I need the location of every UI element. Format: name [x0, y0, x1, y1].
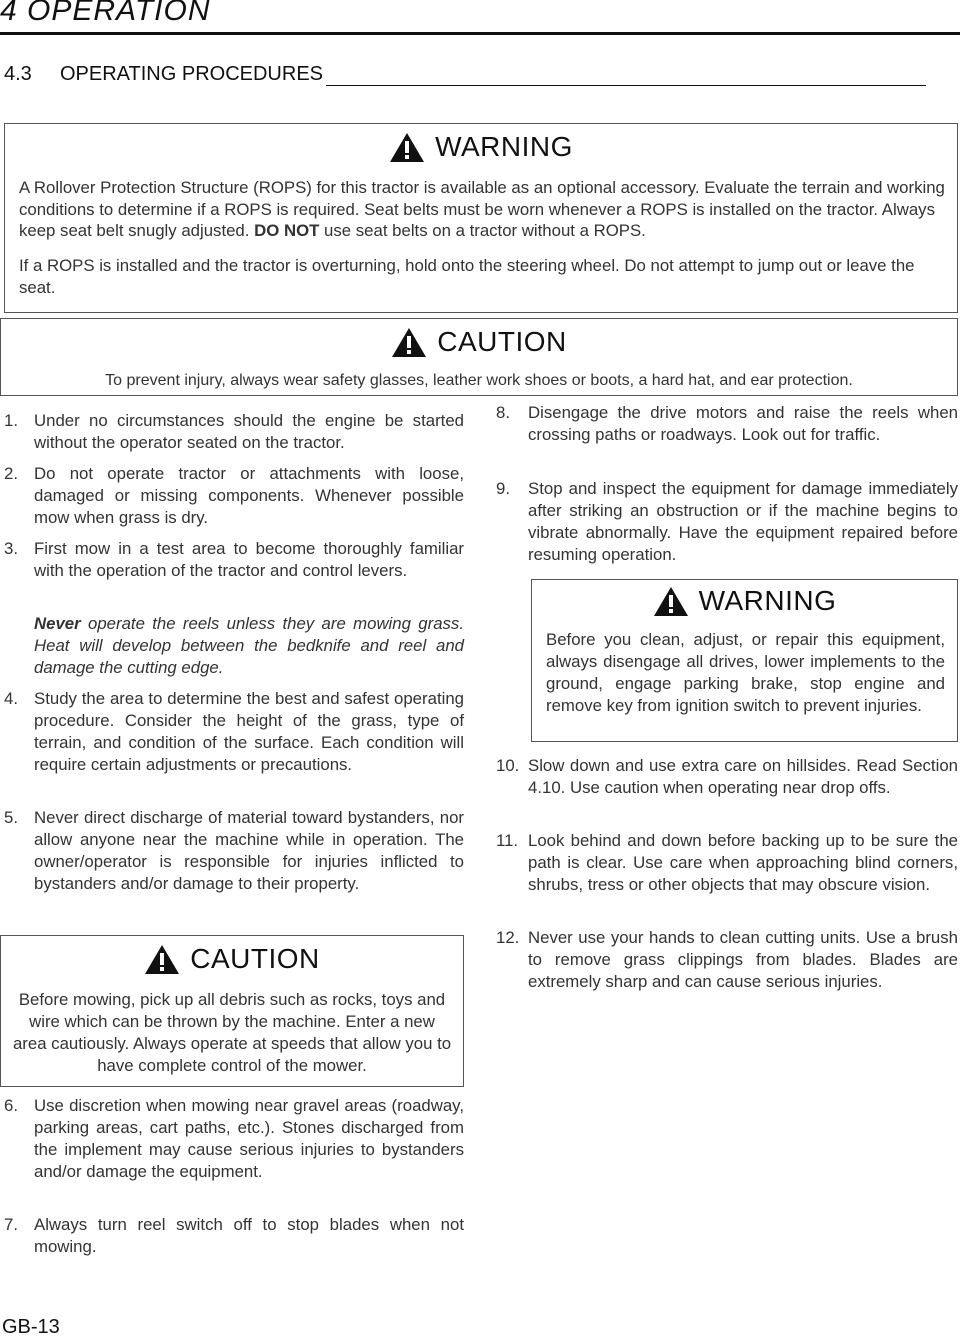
- warning-title: WARNING: [435, 131, 573, 162]
- section-heading: [4, 63, 926, 86]
- note-bold: Never: [34, 614, 81, 633]
- warning-triangle-icon: [389, 132, 425, 163]
- warning-header: [5, 131, 957, 163]
- list-item: [4, 410, 464, 454]
- chapter-heading: 4 OPERATION: [0, 0, 211, 27]
- warning-box-rops: [4, 123, 958, 313]
- item-text: Never direct discharge of material toward bystanders, nor allow anyone near the machine while in operation. The owner/operator is responsible for injuries inflicted to bystanders and/or damage to their property.: [34, 808, 464, 893]
- item-text: Use discretion when mowing near gravel areas (roadway, parking areas, cart paths, etc.). Stones discharged from the implement may cause serious injuries to bystanders and/or damage the equipment.: [34, 1096, 464, 1181]
- item-number: 1.: [4, 411, 18, 430]
- item-text: Look behind and down before backing up to be sure the path is clear. Use care when approaching blind corners, shrubs, tress or other objects that may obscure vision.: [528, 831, 958, 894]
- item-text: Always turn reel switch off to stop blades when not mowing.: [34, 1215, 464, 1256]
- warning-text-tail: use seat belts on a tractor without a ROPS.: [324, 221, 646, 240]
- note-text: [34, 613, 464, 679]
- item-number: 2.: [4, 464, 18, 483]
- caution-title: CAUTION: [190, 943, 320, 974]
- item-text: Slow down and use extra care on hillsides. Read Section 4.10. Use caution when operating near drop offs.: [528, 756, 958, 797]
- warning-triangle-icon: [144, 944, 180, 975]
- warning-paragraph-2: If a ROPS is installed and the tractor is overturning, hold onto the steering wheel. Do not attempt to jump out or leave the seat.: [19, 256, 915, 297]
- note-never-operate-reels: [4, 613, 464, 679]
- item-number: 6.: [4, 1096, 18, 1115]
- note-body: operate the reels unless they are mowing grass. Heat will develop between the bedknife and reel and damage the cutting edge.: [34, 614, 464, 677]
- list-item: [4, 463, 464, 529]
- list-item: [4, 538, 464, 582]
- warning-paragraph-1: [19, 177, 947, 242]
- list-item: [496, 478, 958, 566]
- warning-header: [532, 585, 957, 617]
- item-text: Study the area to determine the best and safest operating procedure. Consider the height of the grass, type of terrain, and condition of the surface. Each condition will require certain adjustments or precautions.: [34, 689, 464, 774]
- list-item: [4, 688, 464, 776]
- item-number: 8.: [496, 403, 510, 422]
- list-item: [496, 402, 958, 446]
- caution-header: [1, 943, 463, 975]
- item-text: Disengage the drive motors and raise the reels when crossing paths or roadways. Look out for traffic.: [528, 403, 958, 444]
- item-text: Do not operate tractor or attachments with loose, damaged or missing components. Whenever possible mow when grass is dry.: [34, 464, 464, 527]
- item-text: Never use your hands to clean cutting units. Use a brush to remove grass clippings from blades. Blades are extremely sharp and can cause serious injuries.: [528, 928, 958, 991]
- warning-text-plain: A Rollover Protection Structure (ROPS) for this tractor is available as an optional accessory. Evaluate the terrain and working conditions to determine if a ROPS is required. Seat belts must be worn whenever a ROPS is installed on the tractor. Always keep seat belt snugly adjusted.: [19, 178, 945, 240]
- warning-triangle-icon: [653, 586, 689, 617]
- section-underline: [326, 69, 926, 86]
- list-item: [4, 1095, 464, 1183]
- list-item: [4, 807, 464, 895]
- warning-text: Before you clean, adjust, or repair this equipment, always disengage all drives, lower implements to the ground, engage parking brake, stop engine and remove key from ignition switch to prevent injuries.: [546, 630, 945, 715]
- warning-text-bold: DO NOT: [254, 221, 320, 240]
- list-item: [496, 755, 958, 799]
- caution-box-debris: [0, 935, 464, 1087]
- item-number: 12.: [496, 928, 520, 947]
- item-number: 5.: [4, 808, 18, 827]
- section-title: OPERATING PROCEDURES: [60, 63, 323, 85]
- item-number: 3.: [4, 539, 18, 558]
- item-text: Stop and inspect the equipment for damage immediately after striking an obstruction or if the machine begins to vibrate abnormally. Have the equipment repaired before resuming operation.: [528, 479, 958, 564]
- warning-triangle-icon: [391, 327, 427, 358]
- item-text: First mow in a test area to become thoroughly familiar with the operation of the tractor and control levers.: [34, 539, 464, 580]
- item-number: 7.: [4, 1215, 18, 1234]
- list-item: [496, 927, 958, 993]
- caution-text: Before mowing, pick up all debris such as rocks, toys and wire which can be thrown by the machine. Enter a new area cautiously. Always operate at speeds that allow you to have complete control of the mower.: [12, 990, 452, 1075]
- warning-box-maintenance: [531, 579, 958, 742]
- item-text: Under no circumstances should the engine be started without the operator seated on the tractor.: [34, 411, 464, 452]
- caution-title: CAUTION: [437, 326, 567, 357]
- item-number: 11.: [496, 831, 519, 850]
- warning-title: WARNING: [698, 585, 837, 616]
- caution-header: [1, 326, 957, 358]
- list-item: [496, 830, 958, 896]
- caution-text: To prevent injury, always wear safety glasses, leather work shoes or boots, a hard hat, and ear protection.: [105, 372, 853, 389]
- item-number: 9.: [496, 479, 510, 498]
- section-number: 4.3: [4, 63, 32, 85]
- list-item: [4, 1214, 464, 1258]
- item-number: 4.: [4, 689, 18, 708]
- item-number: 10.: [496, 756, 520, 775]
- page-number: GB-13: [2, 1316, 60, 1338]
- caution-box-ppe: [0, 318, 958, 396]
- chapter-rule: [0, 32, 960, 35]
